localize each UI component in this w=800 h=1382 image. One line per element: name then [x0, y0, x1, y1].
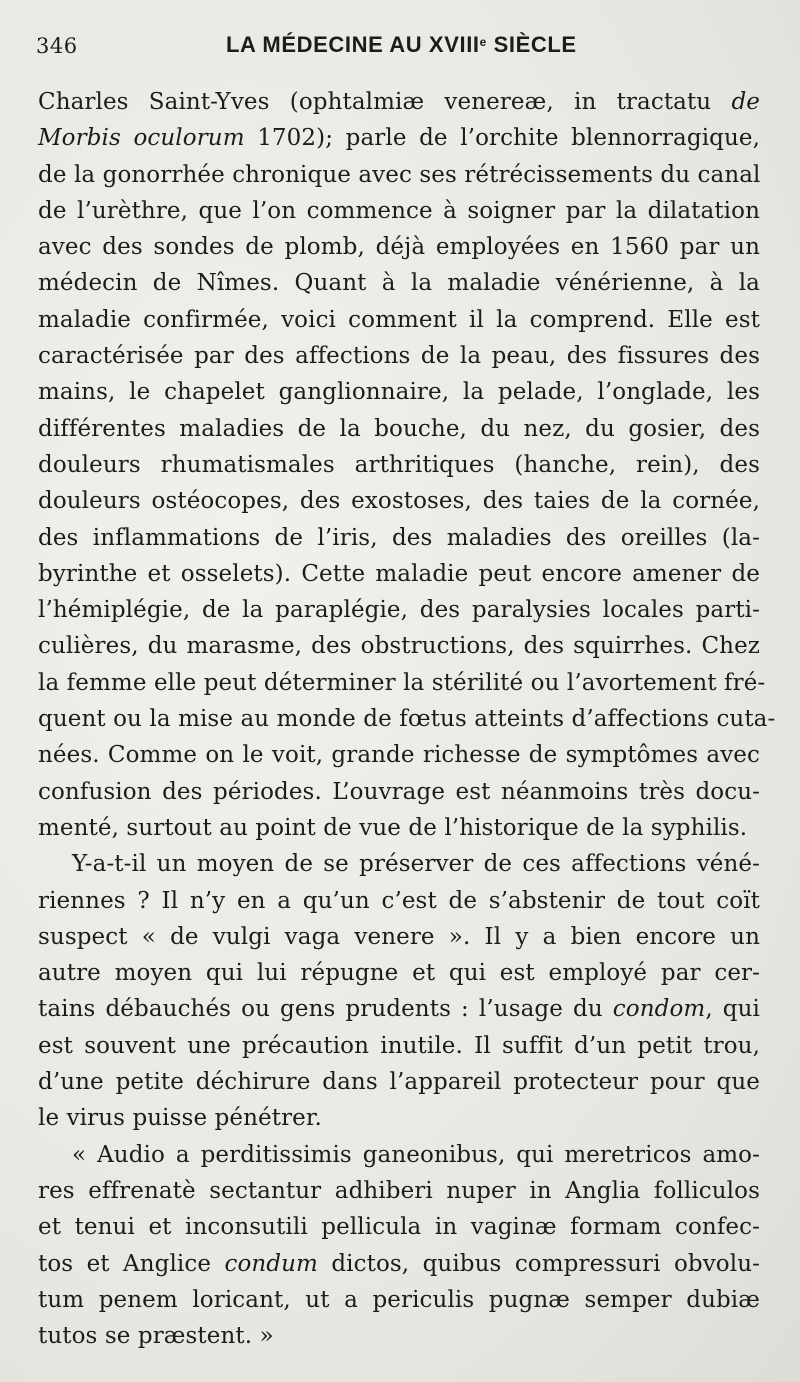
text-line	[38, 810, 760, 846]
text-run: « Audio a perditissimis ganeonibus, qui meretricos amo-	[72, 1141, 760, 1168]
text-line	[38, 157, 760, 193]
text-run: riennes ? Il n’y en a qu’un c’est de s’abstenir de tout coït	[38, 887, 760, 914]
running-title-end: SIÈCLE	[486, 32, 577, 57]
text-line	[38, 229, 760, 265]
text-run: nées. Comme on le voit, grande richesse de symptômes avec	[38, 742, 760, 769]
text-run: suspect « de vulgi vaga venere ». Il y a bien encore un	[38, 923, 760, 950]
text-line	[38, 665, 766, 701]
text-run: 1702); parle de l’orchite blennorragique,	[244, 125, 761, 152]
text-line	[38, 701, 776, 737]
text-run: tum penem loricant, ut a periculis pugnæ semper dubiæ	[38, 1286, 760, 1313]
text-run: différentes maladies de la bouche, du nez, du gosier, des	[38, 415, 760, 442]
italic-text: condum	[224, 1250, 318, 1277]
text-run: douleurs rhumatismales arthritiques (hanche, rein), des	[38, 451, 760, 478]
text-line	[38, 1173, 760, 1209]
text-line	[38, 592, 760, 628]
text-run: la femme elle peut déterminer la stérilité ou l’avortement fré-	[38, 669, 766, 696]
text-run: Y-a-t-il un moyen de se préserver de ces affections véné-	[72, 851, 760, 878]
running-title-main: LA MÉDECINE AU XVIII	[226, 32, 480, 57]
page-header	[36, 28, 766, 68]
text-run: byrinthe et osselets). Cette maladie peut encore amener de	[38, 560, 760, 587]
text-line	[38, 774, 760, 810]
text-run: caractérisée par des affections de la peau, des fissures des	[38, 343, 760, 370]
text-run: l’hémiplégie, de la paraplégie, des paralysies locales parti-	[38, 597, 760, 624]
text-line	[38, 483, 760, 519]
text-line	[38, 411, 760, 447]
text-run: mains, le chapelet ganglionnaire, la pelade, l’onglade, les	[38, 379, 760, 406]
text-line	[38, 1209, 760, 1245]
text-line	[38, 991, 760, 1027]
text-line	[38, 955, 760, 991]
text-run: de l’urèthre, que l’on commence à soigner par la dilatation	[38, 197, 760, 224]
italic-text: Morbis oculorum	[38, 125, 245, 152]
text-run: est souvent une précaution inutile. Il suffit d’un petit trou,	[38, 1032, 760, 1059]
text-line	[38, 120, 760, 156]
text-line	[38, 1100, 760, 1136]
text-run: des inflammations de l’iris, des maladies des oreilles (la-	[38, 524, 760, 551]
text-line	[38, 1318, 760, 1354]
text-run: Charles Saint-Yves (ophtalmiæ venereæ, in tractatu	[38, 89, 732, 115]
text-run: avec des sondes de plomb, déjà employées en 1560 par un	[38, 234, 760, 261]
italic-text: condom	[612, 996, 706, 1023]
text-run: le virus puisse pénétrer.	[38, 1105, 322, 1132]
text-line	[38, 520, 760, 556]
text-line	[38, 374, 760, 410]
text-line	[38, 338, 760, 374]
text-line	[38, 883, 760, 919]
text-line	[38, 193, 760, 229]
text-run: de la gonorrhée chronique avec ses rétrécissements du canal	[38, 161, 761, 188]
text-run: res effrenatè sectantur adhiberi nuper in Anglia folliculos	[38, 1177, 760, 1204]
text-run: tutos se præstent. »	[38, 1323, 274, 1350]
text-run: menté, surtout au point de vue de l’historique de la syphilis.	[38, 814, 748, 841]
text-line	[38, 1282, 760, 1318]
text-run: , qui	[705, 996, 760, 1023]
text-run: culières, du marasme, des obstructions, des squirrhes. Chez	[38, 633, 760, 660]
text-run: tains débauchés ou gens prudents : l’usage du	[38, 996, 613, 1023]
text-line	[38, 447, 760, 483]
italic-text: de	[731, 89, 760, 115]
text-line	[38, 628, 760, 664]
text-run: douleurs ostéocopes, des exostoses, des taies de la cornée,	[38, 488, 760, 515]
text-run: d’une petite déchirure dans l’appareil protecteur pour que	[38, 1069, 760, 1096]
text-run: dictos, quibus compressuri obvolu-	[317, 1250, 760, 1277]
body-text	[38, 84, 776, 1354]
text-line	[38, 265, 760, 301]
text-run: médecin de Nîmes. Quant à la maladie vénérienne, à la	[38, 270, 760, 297]
running-title-superscript: e	[479, 35, 487, 49]
text-run: et tenui et inconsutili pellicula in vaginæ formam confec-	[38, 1214, 760, 1241]
text-line	[38, 846, 760, 882]
text-line	[38, 737, 760, 773]
text-run: quent ou la mise au monde de fœtus atteints d’affections cuta-	[38, 706, 776, 733]
running-title	[226, 32, 577, 58]
text-line	[38, 302, 760, 338]
text-run: confusion des périodes. L’ouvrage est néanmoins très docu-	[38, 778, 760, 805]
text-line	[38, 1137, 760, 1173]
text-line	[38, 1064, 760, 1100]
text-line	[38, 919, 760, 955]
text-line	[38, 1028, 760, 1064]
text-run: maladie confirmée, voici comment il la comprend. Elle est	[38, 306, 760, 333]
text-run: tos et Anglice	[38, 1250, 225, 1277]
page-number: 346	[36, 34, 78, 58]
text-run: autre moyen qui lui répugne et qui est employé par cer-	[38, 960, 760, 987]
text-line	[38, 556, 760, 592]
text-line	[38, 84, 760, 120]
text-line	[38, 1246, 760, 1282]
